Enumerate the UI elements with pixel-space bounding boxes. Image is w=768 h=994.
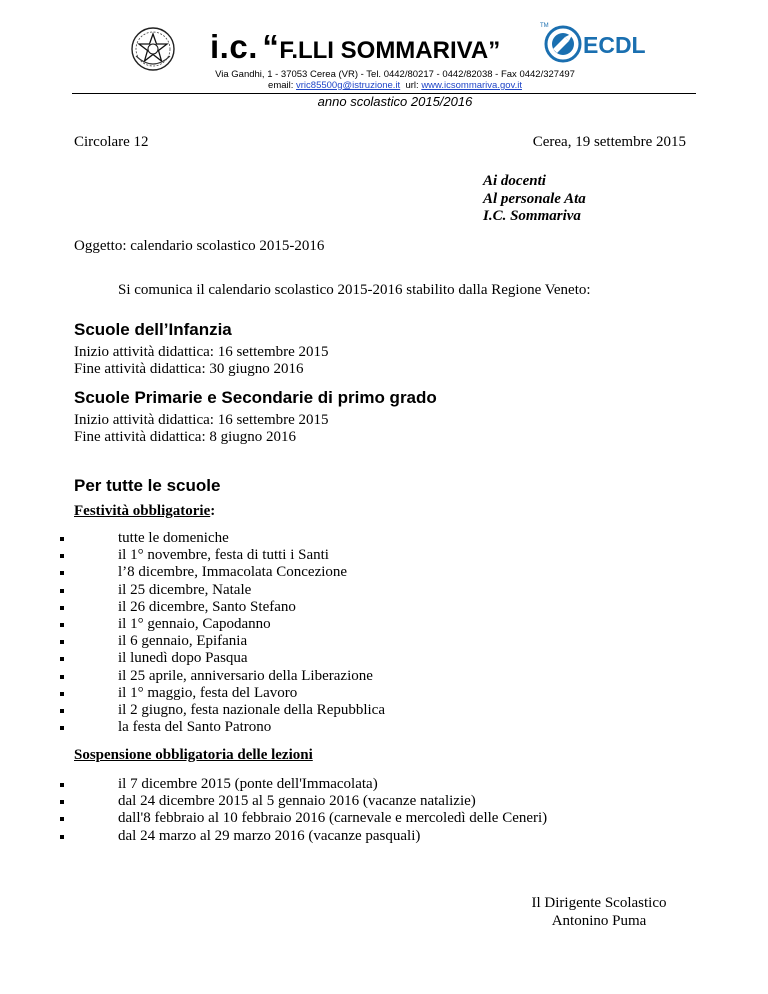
bullet-icon bbox=[60, 571, 64, 575]
school-title-name: F.LLI SOMMARIVA bbox=[279, 37, 489, 64]
school-title-prefix: i.c. bbox=[210, 28, 258, 65]
bullet-icon bbox=[60, 709, 64, 713]
bullet-icon bbox=[60, 657, 64, 661]
bullet-icon bbox=[60, 623, 64, 627]
school-title-quote-close: ” bbox=[488, 37, 501, 64]
primarie-dates bbox=[74, 412, 329, 446]
republic-emblem-icon bbox=[130, 26, 176, 72]
holidays-title-text: Festività obbligatorie bbox=[74, 503, 211, 519]
letter-subject: Oggetto: calendario scolastico 2015-2016 bbox=[74, 238, 325, 254]
primarie-start: Inizio attività didattica: 16 settembre 2015 bbox=[74, 412, 329, 428]
email-label: email: bbox=[268, 80, 294, 91]
primarie-end: Fine attività didattica: 8 giugno 2016 bbox=[74, 429, 297, 445]
website-link[interactable]: www.icsommariva.gov.it bbox=[421, 80, 522, 91]
holidays-title bbox=[74, 503, 215, 520]
signature-block bbox=[525, 894, 673, 930]
school-year: anno scolastico 2015/2016 bbox=[317, 94, 473, 109]
circular-number: Circolare 12 bbox=[74, 134, 149, 150]
ecdl-tm-text: TM bbox=[540, 23, 549, 29]
holidays-title-colon: : bbox=[210, 503, 216, 519]
letter-intro: Si comunica il calendario scolastico 2015-2016 stabilito dalla Regione Veneto: bbox=[118, 282, 591, 298]
bullet-icon bbox=[60, 726, 64, 730]
heading-infanzia: Scuole dell’Infanzia bbox=[74, 320, 232, 339]
suspension-title: Sospensione obbligatoria delle lezioni bbox=[74, 747, 313, 763]
ecdl-logo-text: ECDL bbox=[583, 32, 646, 58]
bullet-icon bbox=[60, 817, 64, 821]
bullet-icon bbox=[60, 589, 64, 593]
bullet-icon bbox=[60, 675, 64, 679]
ecdl-logo bbox=[538, 18, 654, 68]
addressees bbox=[483, 173, 586, 226]
bullet-icon bbox=[60, 783, 64, 787]
bullet-icon bbox=[60, 606, 64, 610]
bullet-icon bbox=[60, 640, 64, 644]
signature-role: Il Dirigente Scolastico bbox=[531, 895, 667, 911]
school-address: Via Gandhi, 1 - 37053 Cerea (VR) - Tel. 0442/80217 - 0442/82038 - Fax 0442/327497 bbox=[215, 69, 575, 80]
infanzia-start: Inizio attività didattica: 16 settembre 2015 bbox=[74, 344, 329, 360]
heading-primarie: Scuole Primarie e Secondarie di primo grado bbox=[74, 388, 437, 407]
letter-date: Cerea, 19 settembre 2015 bbox=[532, 134, 686, 150]
school-contacts bbox=[0, 80, 768, 91]
infanzia-dates bbox=[74, 344, 329, 378]
bullet-icon bbox=[60, 835, 64, 839]
bullet-icon bbox=[60, 692, 64, 696]
addressee-line: Al personale Ata bbox=[483, 190, 586, 207]
bullet-icon bbox=[60, 537, 64, 541]
school-title-quote-open: “ bbox=[262, 28, 280, 65]
email-link[interactable]: vric85500g@istruzione.it bbox=[296, 80, 401, 91]
school-title bbox=[210, 28, 500, 66]
addressee-line: I.C. Sommariva bbox=[483, 208, 581, 224]
url-label: url: bbox=[405, 80, 419, 91]
addressee-line: Ai docenti bbox=[483, 173, 546, 189]
bullet-icon bbox=[60, 554, 64, 558]
heading-all-schools: Per tutte le scuole bbox=[74, 476, 221, 495]
signature-name: Antonino Puma bbox=[551, 913, 647, 929]
bullet-icon bbox=[60, 800, 64, 804]
infanzia-end: Fine attività didattica: 30 giugno 2016 bbox=[74, 361, 304, 377]
